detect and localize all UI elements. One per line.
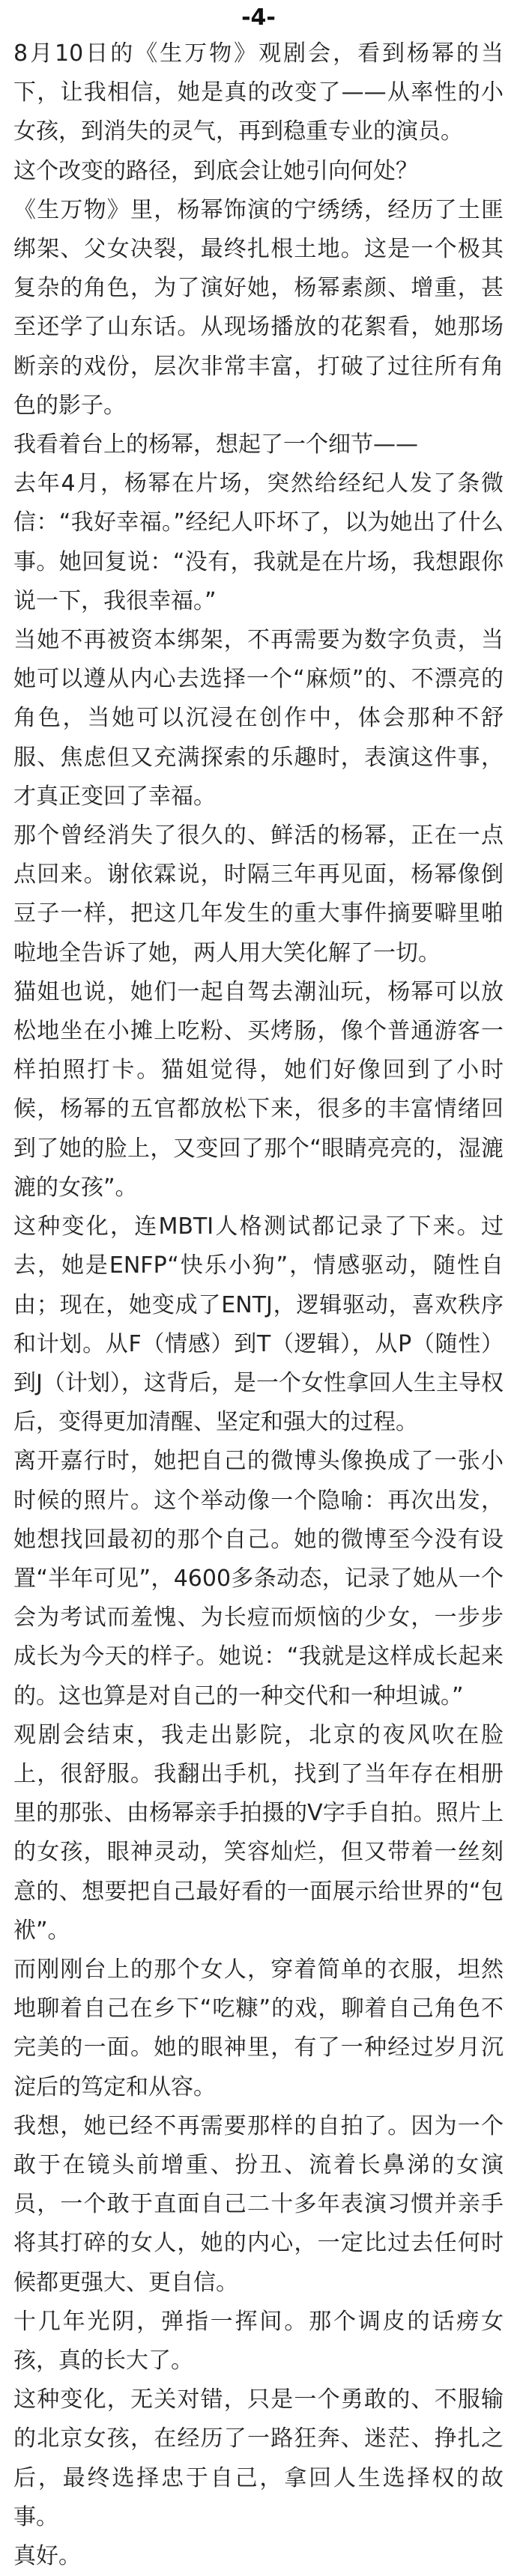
paragraph: 观剧会结束，我走出影院，北京的夜风吹在脸上，很舒服。我翻出手机，找到了当年存在相册里的那张、由杨幂亲手拍摄的V字手自拍。照片上的女孩，眼神灵动，笑容灿烂，但又带着一丝刻意的、想要把自己最好看的一面展示给世界的“包袱”。 (13, 1721, 504, 1944)
paragraph: 真好。 (13, 2543, 81, 2569)
paragraph: 而刚刚台上的那个女人，穿着简单的衣服，坦然地聊着自己在乡下“吃糠”的戏，聊着自己角色不完美的一面。她的眼神里，有了一种经过岁月沉淀后的笃定和从容。 (13, 1956, 504, 2100)
paragraph: 《生万物》里，杨幂饰演的宁绣绣，经历了土匪绑架、父女决裂，最终扎根土地。这是一个极其复杂的角色，为了演好她，杨幂素颜、增重，甚至还学了山东话。从现场播放的花絮看，她那场断亲的戏份，层次非常丰富，打破了过往所有角色的影子。 (13, 196, 504, 419)
paragraph: 去年4月，杨幂在片场，突然给经纪人发了条微信：“我好幸福。”经纪人吓坏了，以为她出了什么事。她回复说：“没有，我就是在片场，我想跟你说一下，我很幸福。” (13, 470, 504, 614)
paragraph: 8月10日的《生万物》观剧会，看到杨幂的当下，让我相信，她是真的改变了——从率性的小女孩，到消失的灵气，再到稳重专业的演员。 (13, 40, 504, 145)
paragraph: 十几年光阴，弹指一挥间。那个调皮的话痨女孩，真的长大了。 (13, 2308, 504, 2374)
paragraph: 这个改变的路径，到底会让她引向何处？ (13, 157, 418, 184)
paragraph: 那个曾经消失了很久的、鲜活的杨幂，正在一点点回来。谢依霖说，时隔三年再见面，杨幂像倒豆子一样，把这几年发生的重大事件摘要噼里啪啦地全告诉了她，两人用大笑化解了一切。 (13, 822, 504, 966)
page-number: -4- (241, 4, 276, 31)
paragraph: 我看着台上的杨幂，想起了一个细节—— (13, 431, 418, 458)
paragraph: 这种变化，连MBTI人格测试都记录了下来。过去，她是ENFP“快乐小狗”，情感驱动，随性自由；现在，她变成了ENTJ，逻辑驱动，喜欢秩序和计划。从F（情感）到T（逻辑），从P（随性）到J（计划），这背后，是一个女性拿回人生主导权后，变得更加清醒、坚定和强大的过程。 (13, 1213, 504, 1436)
paragraph: 猫姐也说，她们一起自驾去潮汕玩，杨幂可以放松地坐在小摊上吃粉、买烤肠，像个普通游客一样拍照打卡。猫姐觉得，她们好像回到了小时候，杨幂的五官都放松下来，很多的丰富情绪回到了她的脸上，又变回了那个“眼睛亮亮的，湿漉漉的女孩”。 (13, 978, 504, 1201)
paragraph: 我想，她已经不再需要那样的自拍了。因为一个敢于在镜头前增重、扮丑、流着长鼻涕的女演员，一个敢于直面自己二十多年表演习惯并亲手将其打碎的女人，她的内心，一定比过去任何时候都更强大、更自信。 (13, 2112, 504, 2296)
paragraph: 这种变化，无关对错，只是一个勇敢的、不服输的北京女孩，在经历了一路狂奔、迷茫、挣扎之后，最终选择忠于自己，拿回人生选择权的故事。 (13, 2386, 504, 2530)
paragraph: 当她不再被资本绑架，不再需要为数字负责，当她可以遵从内心去选择一个“麻烦”的、不漂亮的角色，当她可以沉浸在创作中，体会那种不舒服、焦虑但又充满探索的乐趣时，表演这件事，才真正变回了幸福。 (13, 627, 504, 810)
article-body (13, 34, 504, 2576)
paragraph: 离开嘉行时，她把自己的微博头像换成了一张小时候的照片。这个举动像一个隐喻：再次出发，她想找回最初的那个自己。她的微博至今没有设置“半年可见”，4600多条动态，记录了她从一个会为考试而羞愧、为长痘而烦恼的少女，一步步成长为今天的样子。她说：“我就是这样成长起来的。这也算是对自己的一种交代和一种坦诚。” (13, 1448, 504, 1709)
